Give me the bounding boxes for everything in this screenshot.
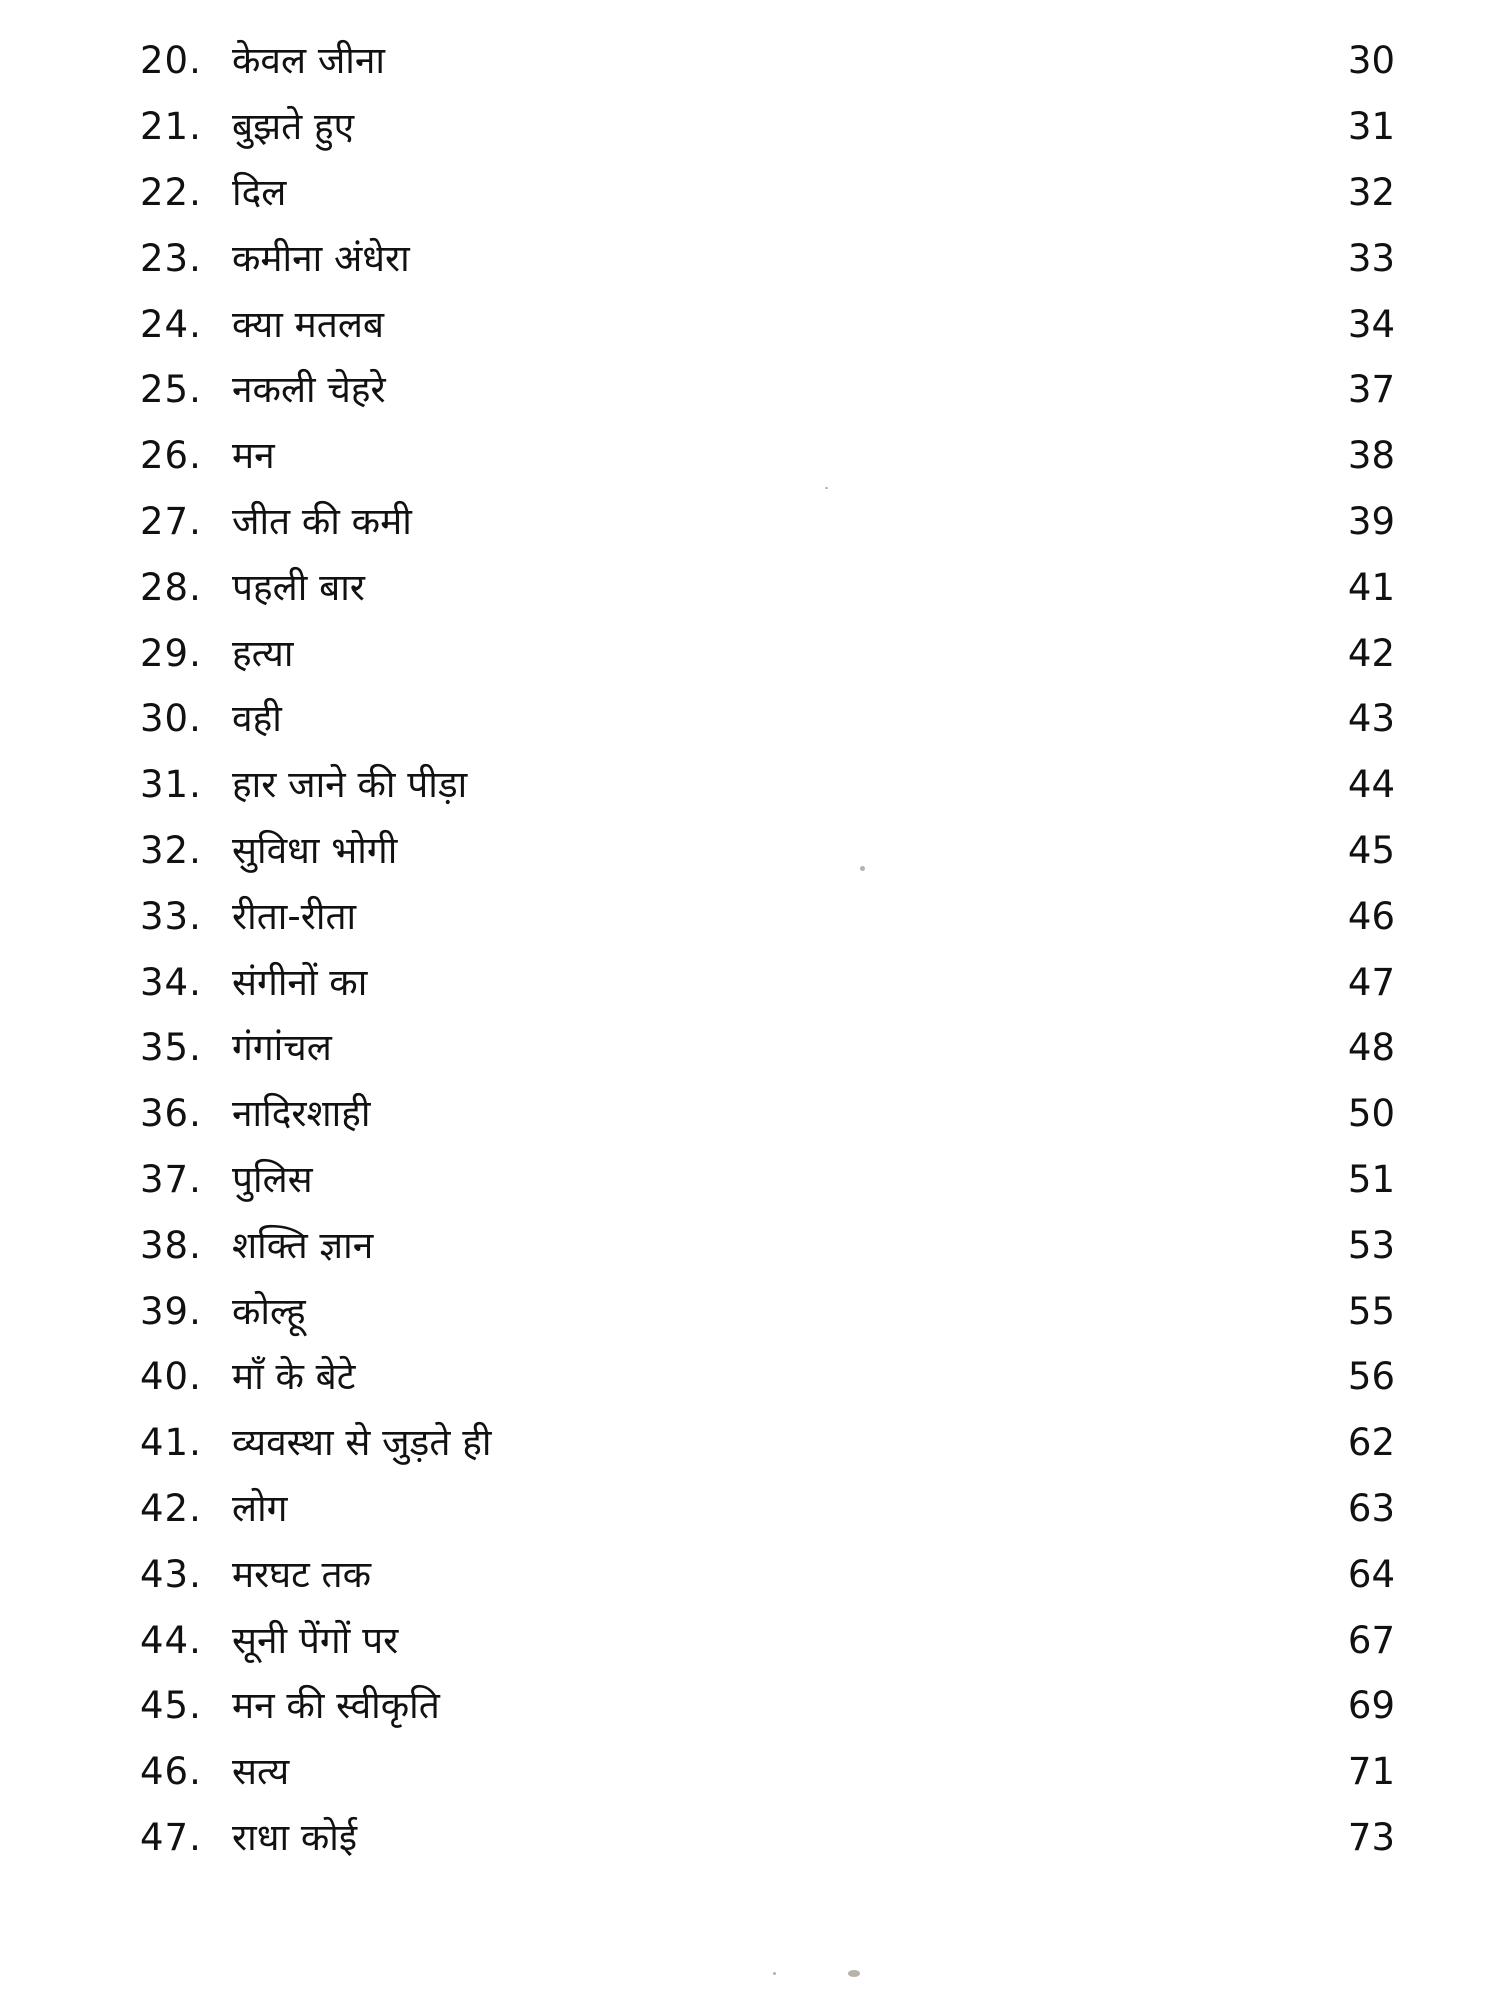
toc-entry-page: 73: [1347, 1815, 1395, 1859]
toc-entry-page: 64: [1347, 1552, 1395, 1596]
toc-entry-title: मरघट तक: [232, 1552, 372, 1596]
toc-entry-number: 45.: [140, 1684, 202, 1728]
toc-entry-title: मन की स्वीकृति: [232, 1684, 440, 1728]
toc-entry-26: [140, 423, 1395, 489]
toc-entry-page: 42: [1347, 631, 1395, 675]
toc-entry-title: शक्ति ज्ञान: [232, 1223, 374, 1267]
toc-entry-page: 55: [1347, 1289, 1395, 1333]
toc-entry-number: 21.: [140, 105, 202, 149]
toc-entry-title: नकली चेहरे: [232, 368, 386, 412]
toc-entry-45: [140, 1673, 1395, 1739]
toc-entry-number: 39.: [140, 1289, 202, 1333]
toc-entry-number: 25.: [140, 368, 202, 412]
toc-entry-number: 31.: [140, 763, 202, 807]
toc-entry-title: गंगांचल: [232, 1026, 332, 1070]
toc-entry-page: 62: [1347, 1421, 1395, 1465]
toc-entry-page: 37: [1347, 368, 1395, 412]
toc-entry-title: रीता-रीता: [232, 894, 357, 938]
toc-entry-page: 63: [1347, 1486, 1395, 1530]
toc-entry-31: [140, 752, 1395, 818]
toc-entry-page: 34: [1347, 302, 1395, 346]
toc-entry-title: सुविधा भोगी: [232, 828, 398, 872]
toc-entry-number: 38.: [140, 1223, 202, 1267]
toc-entry-title: हार जाने की पीड़ा: [232, 763, 468, 807]
toc-entry-number: 33.: [140, 894, 202, 938]
toc-entry-37: [140, 1147, 1395, 1213]
toc-entry-47: [140, 1805, 1395, 1871]
toc-entry-number: 46.: [140, 1750, 202, 1794]
toc-entry-number: 34.: [140, 960, 202, 1004]
paper-speck: [860, 866, 865, 871]
toc-entry-34: [140, 949, 1395, 1015]
toc-entry-page: 47: [1347, 960, 1395, 1004]
toc-entry-41: [140, 1410, 1395, 1476]
toc-entry-page: 46: [1347, 894, 1395, 938]
toc-entry-number: 41.: [140, 1421, 202, 1465]
toc-entry-number: 20.: [140, 39, 202, 83]
toc-entry-number: 42.: [140, 1486, 202, 1530]
toc-entry-title: व्यवस्था से जुड़ते ही: [232, 1421, 492, 1465]
toc-entry-29: [140, 620, 1395, 686]
toc-entry-page: 69: [1347, 1684, 1395, 1728]
toc-entry-33: [140, 883, 1395, 949]
toc-entry-28: [140, 554, 1395, 620]
toc-entry-number: 37.: [140, 1157, 202, 1201]
toc-entry-title: माँ के बेटे: [232, 1355, 356, 1399]
toc-entry-page: 67: [1347, 1618, 1395, 1662]
toc-entry-20: [140, 28, 1395, 94]
toc-entry-page: 50: [1347, 1092, 1395, 1136]
toc-entry-44: [140, 1607, 1395, 1673]
toc-entry-title: कोल्हू: [232, 1289, 306, 1333]
toc-entry-number: 44.: [140, 1618, 202, 1662]
toc-entry-title: नादिरशाही: [232, 1092, 371, 1136]
toc-entry-number: 40.: [140, 1355, 202, 1399]
toc-entry-title: वही: [232, 697, 282, 741]
toc-entry-number: 36.: [140, 1092, 202, 1136]
paper-speck: [848, 1970, 860, 1977]
toc-entry-title: केवल जीना: [232, 39, 385, 83]
toc-entry-27: [140, 489, 1395, 555]
toc-entry-number: 30.: [140, 697, 202, 741]
toc-entry-page: 51: [1347, 1157, 1395, 1201]
toc-entry-page: 39: [1347, 499, 1395, 543]
toc-entry-title: लोग: [232, 1486, 288, 1530]
toc-entry-46: [140, 1739, 1395, 1805]
toc-entry-title: सत्य: [232, 1750, 290, 1794]
toc-entry-page: 48: [1347, 1026, 1395, 1070]
toc-entry-title: बुझते हुए: [232, 105, 355, 149]
toc-entry-page: 32: [1347, 170, 1395, 214]
toc-entry-42: [140, 1476, 1395, 1542]
toc-entry-title: सूनी पेंगों पर: [232, 1618, 399, 1662]
toc-entry-number: 28.: [140, 565, 202, 609]
toc-entry-number: 23.: [140, 236, 202, 280]
toc-entry-title: कमीना अंधेरा: [232, 236, 410, 280]
toc-entry-22: [140, 160, 1395, 226]
toc-entry-number: 22.: [140, 170, 202, 214]
toc-entry-title: मन: [232, 434, 275, 478]
toc-entry-page: 43: [1347, 697, 1395, 741]
toc-entry-title: दिल: [232, 170, 287, 214]
toc-entry-number: 35.: [140, 1026, 202, 1070]
toc-entry-page: 33: [1347, 236, 1395, 280]
toc-entry-number: 27.: [140, 499, 202, 543]
toc-entry-page: 31: [1347, 105, 1395, 149]
toc-entry-40: [140, 1344, 1395, 1410]
toc-entry-title: हत्या: [232, 631, 294, 675]
toc-entry-36: [140, 1081, 1395, 1147]
toc-entry-page: 44: [1347, 763, 1395, 807]
toc-entry-21: [140, 94, 1395, 160]
toc-entry-30: [140, 686, 1395, 752]
toc-entry-number: 26.: [140, 434, 202, 478]
toc-entry-page: 41: [1347, 565, 1395, 609]
toc-entry-page: 45: [1347, 828, 1395, 872]
toc-entry-35: [140, 1015, 1395, 1081]
toc-entry-23: [140, 225, 1395, 291]
toc-entry-39: [140, 1278, 1395, 1344]
toc-entry-page: 71: [1347, 1750, 1395, 1794]
toc-entry-32: [140, 818, 1395, 884]
toc-entry-24: [140, 291, 1395, 357]
toc-entry-page: 53: [1347, 1223, 1395, 1267]
toc-entry-title: संगीनों का: [232, 960, 368, 1004]
toc-entry-title: पहली बार: [232, 565, 365, 609]
toc-entry-number: 32.: [140, 828, 202, 872]
toc-entry-page: 56: [1347, 1355, 1395, 1399]
table-of-contents: [140, 28, 1395, 1870]
paper-speck: [773, 1972, 776, 1975]
paper-speck: [825, 487, 828, 489]
toc-entry-38: [140, 1212, 1395, 1278]
toc-entry-page: 30: [1347, 39, 1395, 83]
toc-entry-number: 29.: [140, 631, 202, 675]
toc-entry-title: जीत की कमी: [232, 499, 412, 543]
toc-entry-title: क्या मतलब: [232, 302, 385, 346]
toc-entry-25: [140, 357, 1395, 423]
toc-entry-title: पुलिस: [232, 1157, 313, 1201]
toc-entry-number: 43.: [140, 1552, 202, 1596]
toc-entry-43: [140, 1541, 1395, 1607]
toc-entry-page: 38: [1347, 434, 1395, 478]
toc-entry-number: 24.: [140, 302, 202, 346]
toc-entry-title: राधा कोई: [232, 1815, 357, 1859]
toc-entry-number: 47.: [140, 1815, 202, 1859]
